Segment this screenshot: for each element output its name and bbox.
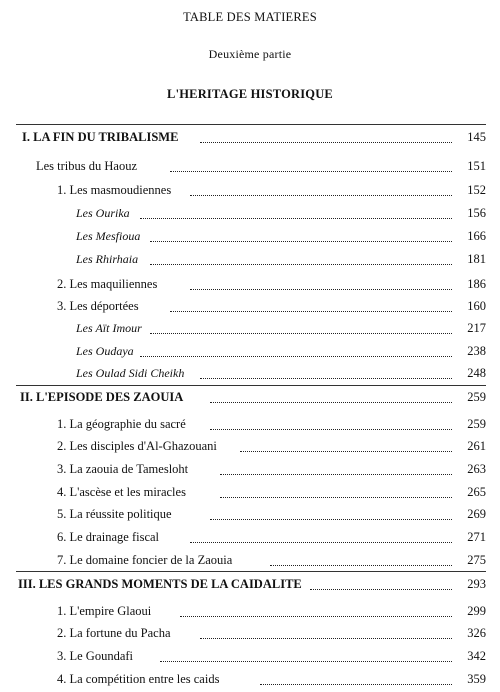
toc-page-number: 217 — [463, 319, 486, 337]
toc-entry-label: Les Aït Imour — [76, 319, 146, 337]
dot-leader — [210, 509, 452, 520]
toc-entry-label: Les Rhirhaia — [76, 250, 142, 268]
toc-entry[interactable] — [0, 647, 500, 665]
dot-leader — [220, 487, 452, 498]
toc-page-number: 326 — [463, 624, 486, 642]
toc-page-number: 248 — [463, 364, 486, 382]
separator-line — [16, 124, 486, 125]
dot-leader — [140, 346, 452, 357]
toc-section-2[interactable] — [0, 388, 500, 406]
toc-section-3[interactable] — [0, 575, 500, 593]
dot-leader — [240, 441, 452, 452]
dot-leader — [260, 674, 452, 685]
toc-page-number: 342 — [463, 647, 486, 665]
toc-entry[interactable] — [0, 275, 500, 293]
toc-entry[interactable] — [0, 602, 500, 620]
toc-entry-label: 7. Le domaine foncier de la Zaouia — [57, 551, 236, 569]
toc-entry-label: 1. L'empire Glaoui — [57, 602, 155, 620]
toc-entry[interactable] — [0, 528, 500, 546]
dot-leader — [150, 231, 452, 242]
toc-page-number: 263 — [463, 460, 486, 478]
toc-entry-label: 2. Les disciples d'Al-Ghazouani — [57, 437, 221, 455]
toc-entry[interactable] — [0, 297, 500, 315]
toc-entry-label: 3. Le Goundafi — [57, 647, 137, 665]
toc-section-1[interactable] — [0, 128, 500, 146]
toc-entry[interactable] — [0, 437, 500, 455]
toc-entry-label: I. LA FIN DU TRIBALISME — [22, 128, 182, 146]
toc-page-number: 265 — [463, 483, 486, 501]
dot-leader — [170, 301, 452, 312]
dot-leader — [310, 579, 452, 590]
dot-leader — [140, 208, 452, 219]
toc-entry-label: 1. Les masmoudiennes — [57, 181, 175, 199]
toc-page-number: 261 — [463, 437, 486, 455]
toc-page-number: 271 — [463, 528, 486, 546]
toc-page-number: 275 — [463, 551, 486, 569]
dot-leader — [150, 254, 452, 265]
toc-entry[interactable] — [0, 624, 500, 642]
toc-entry-label: 2. La fortune du Pacha — [57, 624, 175, 642]
dot-leader — [190, 279, 452, 290]
toc-entry-label: Les Ourika — [76, 204, 134, 222]
toc-subentry[interactable] — [0, 227, 500, 245]
toc-entry-label: 4. La compétition entre les caids — [57, 670, 223, 688]
dot-leader — [180, 606, 452, 617]
toc-entry[interactable] — [0, 157, 500, 175]
toc-entry-label: Les Oulad Sidi Cheikh — [76, 364, 188, 382]
separator-line — [16, 385, 486, 386]
toc-entry[interactable] — [0, 551, 500, 569]
dot-leader — [210, 419, 452, 430]
toc-entry-label: Les Mesfioua — [76, 227, 144, 245]
toc-entry-label: 1. La géographie du sacré — [57, 415, 190, 433]
toc-page-number: 269 — [463, 505, 486, 523]
toc-entry-label: 5. La réussite politique — [57, 505, 176, 523]
dot-leader — [220, 464, 452, 475]
dot-leader — [270, 555, 452, 566]
toc-entry[interactable] — [0, 460, 500, 478]
toc-entry[interactable] — [0, 505, 500, 523]
toc-entry[interactable] — [0, 483, 500, 501]
toc-page-number: 359 — [463, 670, 486, 688]
toc-subentry[interactable] — [0, 204, 500, 222]
toc-page-number: 186 — [463, 275, 486, 293]
toc-entry-label: 4. L'ascèse et les miracles — [57, 483, 190, 501]
dot-leader — [200, 132, 452, 143]
dot-leader — [190, 185, 452, 196]
dot-leader — [200, 628, 452, 639]
toc-page-number: 181 — [463, 250, 486, 268]
toc-entry-label: II. L'EPISODE DES ZAOUIA — [20, 388, 187, 406]
toc-page-number: 152 — [463, 181, 486, 199]
toc-page-number: 299 — [463, 602, 486, 620]
toc-page-number: 145 — [463, 128, 486, 146]
toc-entry-label: Les tribus du Haouz — [36, 157, 141, 175]
toc-entry-label: 3. Les déportées — [57, 297, 143, 315]
toc-subentry[interactable] — [0, 342, 500, 360]
toc-entry[interactable] — [0, 181, 500, 199]
toc-entry[interactable] — [0, 415, 500, 433]
part-heading: Deuxième partie — [208, 47, 292, 61]
toc-page-number: 151 — [463, 157, 486, 175]
dot-leader — [210, 392, 452, 403]
toc-entry-label: 6. Le drainage fiscal — [57, 528, 163, 546]
toc-page-number: 259 — [463, 415, 486, 433]
toc-entry-label: 2. Les maquiliennes — [57, 275, 161, 293]
dot-leader — [170, 161, 452, 172]
toc-subentry[interactable] — [0, 364, 500, 382]
toc-entry-label: 3. La zaouia de Tamesloht — [57, 460, 192, 478]
toc-title: TABLE DES MATIERES — [183, 10, 317, 24]
toc-entry-label: III. LES GRANDS MOMENTS DE LA CAIDALITE — [18, 575, 306, 593]
dot-leader — [150, 323, 452, 334]
toc-page-number: 238 — [463, 342, 486, 360]
toc-page-number: 166 — [463, 227, 486, 245]
toc-subentry[interactable] — [0, 319, 500, 337]
toc-entry-label: Les Oudaya — [76, 342, 138, 360]
dot-leader — [190, 532, 452, 543]
toc-page-number: 156 — [463, 204, 486, 222]
toc-page-number: 293 — [463, 575, 486, 593]
toc-page-number: 160 — [463, 297, 486, 315]
toc-entry[interactable] — [0, 670, 500, 688]
separator-line — [16, 571, 486, 572]
dot-leader — [160, 651, 452, 662]
part-subtitle: L'HERITAGE HISTORIQUE — [167, 87, 333, 101]
dot-leader — [200, 368, 452, 379]
toc-subentry[interactable] — [0, 250, 500, 268]
toc-page-number: 259 — [463, 388, 486, 406]
